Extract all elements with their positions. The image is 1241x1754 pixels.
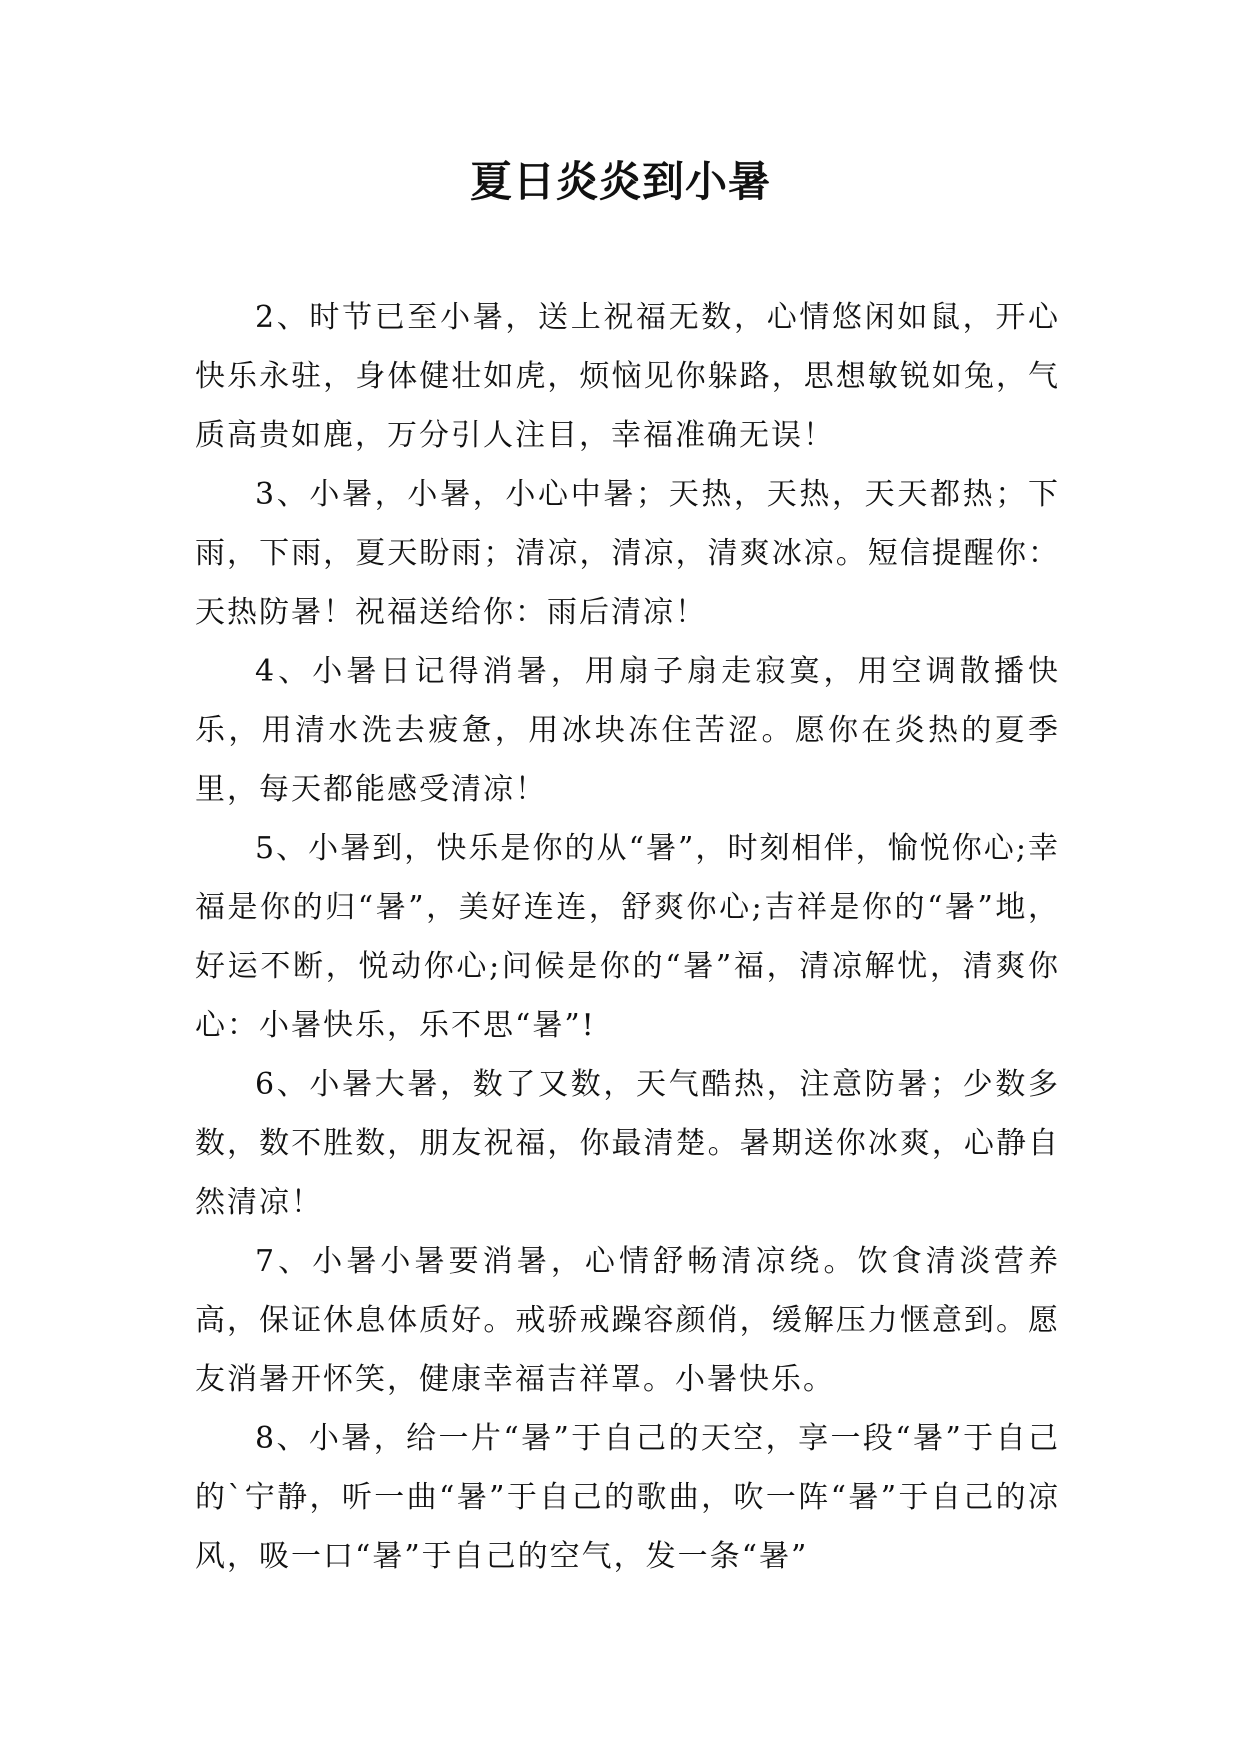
- paragraph-7: 7、小暑小暑要消暑，心情舒畅清凉绕。饮食清淡营养高，保证休息体质好。戒骄戒躁容颜俏，缓解压力惬意到。愿友消暑开怀笑，健康幸福吉祥罩。小暑快乐。: [195, 1244, 1060, 1397]
- document-title: 夏日炎炎到小暑: [469, 157, 771, 206]
- paragraph-5: 5、小暑到，快乐是你的从“暑”，时刻相伴，愉悦你心;幸福是你的归“暑”，美好连连，舒爽你心;吉祥是你的“暑”地，好运不断，悦动你心;问候是你的“暑”福，清凉解忧，清爽你心：小暑快乐，乐不思“暑”!: [195, 831, 1060, 1043]
- paragraph-2: 2、时节已至小暑，送上祝福无数，心情悠闲如鼠，开心快乐永驻，身体健壮如虎，烦恼见你躲路，思想敏锐如兔，气质高贵如鹿，万分引人注目，幸福准确无误！: [195, 300, 1060, 453]
- paragraph-3: 3、小暑，小暑，小心中暑；天热，天热，天天都热；下雨，下雨，夏天盼雨；清凉，清凉，清爽冰凉。短信提醒你：天热防暑！祝福送给你：雨后清凉！: [195, 477, 1060, 630]
- document-body: [195, 288, 1060, 1586]
- paragraph-8: 8、小暑，给一片“暑”于自己的天空，享一段“暑”于自己的`宁静，听一曲“暑”于自己的歌曲，吹一阵“暑”于自己的凉风，吸一口“暑”于自己的空气，发一条“暑”: [195, 1421, 1060, 1574]
- paragraph-4: 4、小暑日记得消暑，用扇子扇走寂寞，用空调散播快乐，用清水洗去疲惫，用冰块冻住苦涩。愿你在炎热的夏季里，每天都能感受清凉！: [195, 654, 1060, 807]
- paragraph-6: 6、小暑大暑，数了又数，天气酷热，注意防暑；少数多数，数不胜数，朋友祝福，你最清楚。暑期送你冰爽，心静自然清凉！: [195, 1067, 1060, 1220]
